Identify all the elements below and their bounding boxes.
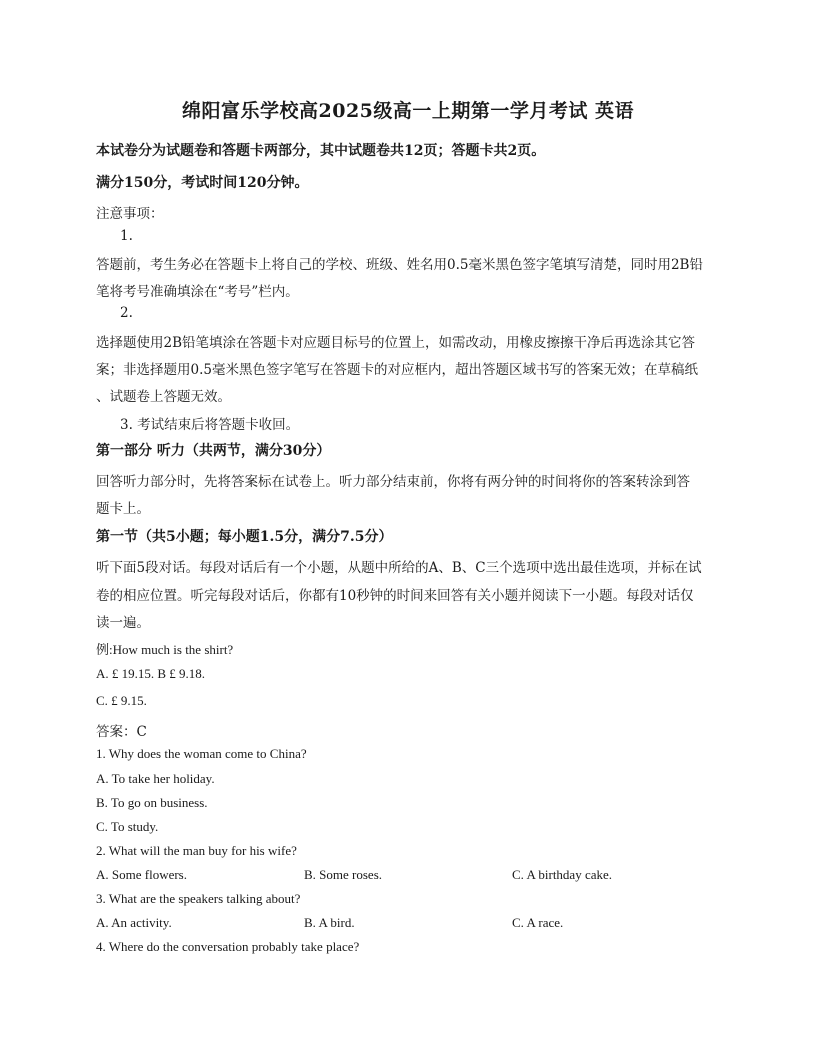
notice-text: 笔将考号准确填涂在“考号”栏内。 <box>96 284 299 300</box>
answer-option: C. A race. <box>512 915 564 930</box>
notice-text: 3. 考试结束后将答题卡收回。 <box>120 417 300 433</box>
notice-text: 答题前，考生务必在答题卡上将自己的学校、班级、姓名用0.5毫米黑色签字笔填写清楚，同时用2B铅 <box>96 257 703 273</box>
answer-options-row <box>96 915 726 931</box>
question-text: 3. What are the speakers talking about? <box>96 891 301 906</box>
example-option: C. £ 9.15. <box>96 693 147 708</box>
answer-option: B. To go on business. <box>96 795 208 810</box>
notice-heading: 注意事项： <box>96 206 164 222</box>
answer-option: C. To study. <box>96 819 159 834</box>
section-description: 听下面5段对话。每段对话后有一个小题，从题中所给的A、B、C三个选项中选出最佳选项，并标在试 <box>96 560 702 576</box>
section-description: 读一遍。 <box>96 615 150 631</box>
part-description: 回答听力部分时，先将答案标在试卷上。听力部分结束前，你将有两分钟的时间将你的答案转涂到答 <box>96 474 690 490</box>
notice-item-number: 2. <box>120 305 133 321</box>
notice-text: 、试题卷上答题无效。 <box>96 389 231 405</box>
example-options: A. £ 19.15. B £ 9.18. <box>96 666 206 681</box>
answer-option: A. An activity. <box>96 915 172 930</box>
intro-line: 满分150分，考试时间120分钟。 <box>96 175 309 191</box>
intro-line: 本试卷分为试题卷和答题卡两部分，其中试题卷共12页；答题卡共2页。 <box>96 143 546 159</box>
question-text: 4. Where do the conversation probably take place? <box>96 939 360 954</box>
notice-item-number: 1. <box>120 228 133 244</box>
section-description: 卷的相应位置。听完每段对话后，你都有10秒钟的时间来回答有关小题并阅读下一小题。每段对话仅 <box>96 588 694 604</box>
answer-option: B. Some roses. <box>304 867 382 882</box>
part-description: 题卡上。 <box>96 501 150 517</box>
answer-option: C. A birthday cake. <box>512 867 613 882</box>
notice-text: 案；非选择题用0.5毫米黑色签字笔写在答题卡的对应框内，超出答题区域书写的答案无效；在草稿纸 <box>96 362 698 378</box>
example-answer: 答案：C <box>96 724 147 740</box>
page-title: 绵阳富乐学校高2025级高一上期第一学月考试 英语 <box>182 100 634 122</box>
answer-options-row <box>96 867 726 883</box>
question-text: 1. Why does the woman come to China? <box>96 746 307 761</box>
answer-option: B. A bird. <box>304 915 355 930</box>
notice-text: 选择题使用2B铅笔填涂在答题卡对应题目标号的位置上，如需改动，用橡皮擦擦干净后再选涂其它答 <box>96 335 696 351</box>
section-heading: 第一节（共5小题；每小题1.5分，满分7.5分） <box>96 529 393 545</box>
question-text: 2. What will the man buy for his wife? <box>96 843 297 858</box>
example-question: 例:How much is the shirt? <box>96 642 234 657</box>
answer-option: A. Some flowers. <box>96 867 187 882</box>
part-heading: 第一部分 听力（共两节，满分30分） <box>96 443 331 459</box>
answer-option: A. To take her holiday. <box>96 771 215 786</box>
